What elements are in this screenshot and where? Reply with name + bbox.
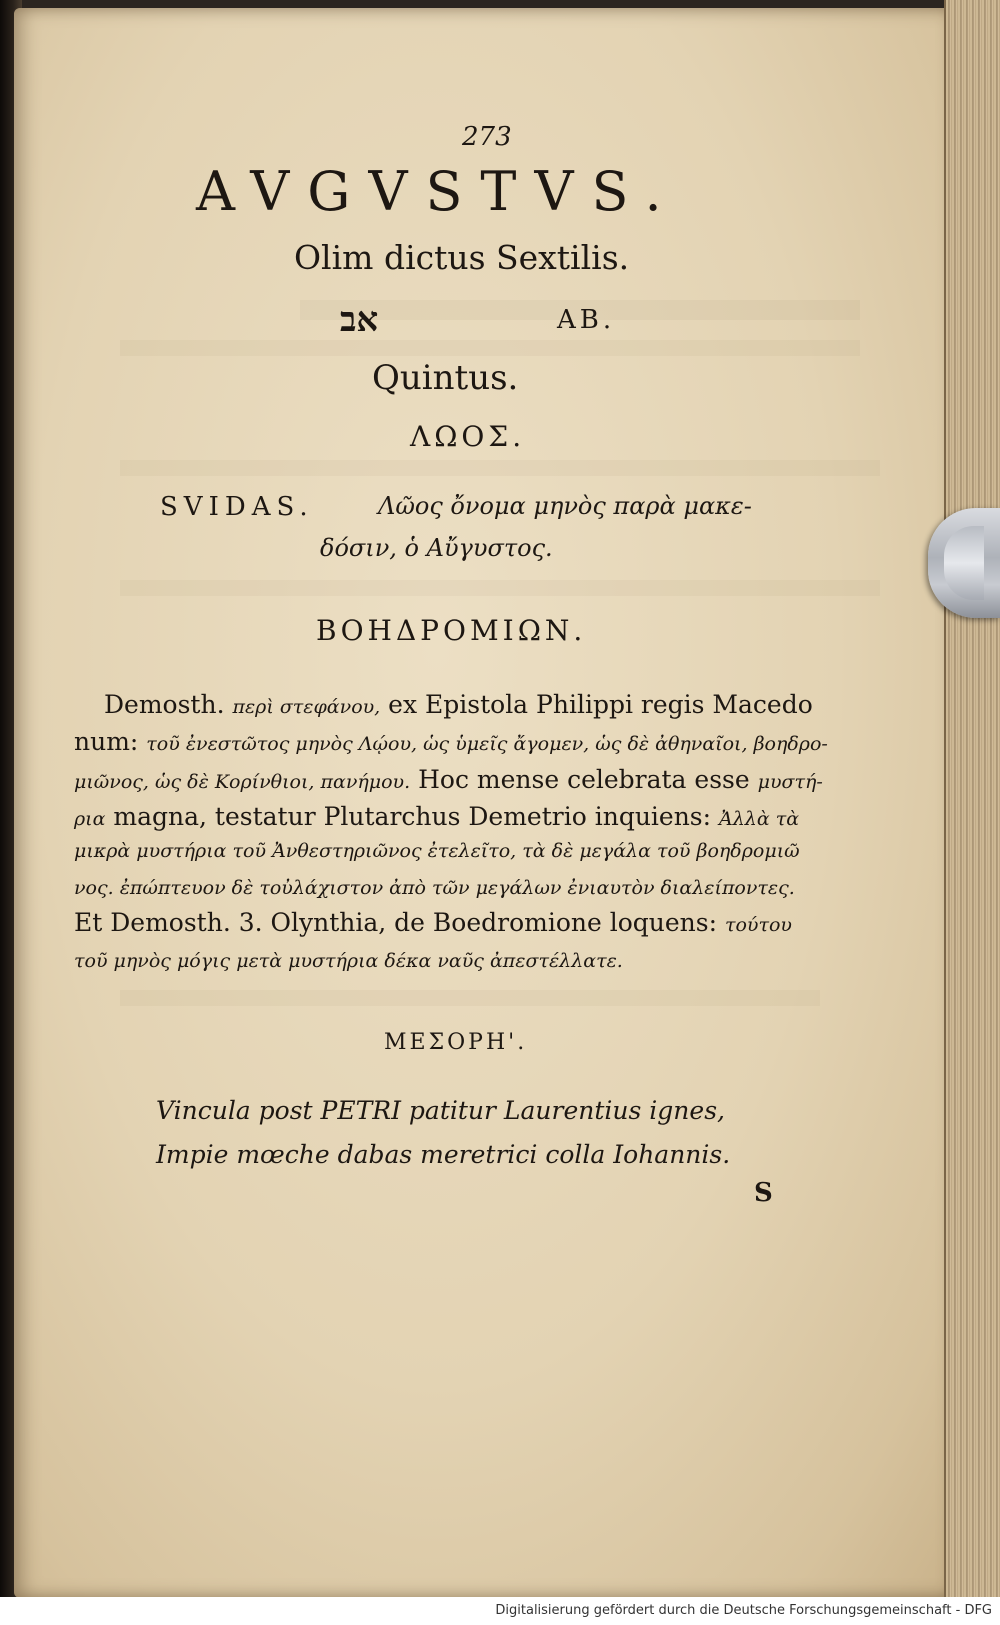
p3-greek: μιῶνος, ὡς δὲ Κορίνθιοι, πανήμου.	[74, 771, 411, 793]
suidas-quote-line-1: Λῶος ὄνομα μηνὸς παρὰ μακε-	[378, 492, 752, 520]
verse-line-1: Vincula post PETRI patitur Laurentius ignes,	[156, 1096, 725, 1125]
hebrew-transliteration: AB.	[557, 305, 616, 335]
p2-latin: num:	[74, 727, 139, 756]
page-title: AVGVSTVS.	[196, 160, 680, 223]
p3-greek-end: μυστή-	[757, 771, 823, 793]
paragraph-line-6: νος. ἐπώπτευον δὲ τοὐλάχιστον ἀπὸ τῶν μεγάλων ἐνιαυτὸν διαλείποντες.	[74, 877, 795, 899]
p4-greek-end: Ἀλλὰ τὰ	[719, 808, 800, 830]
greek-month-name: ΛΩΟΣ.	[410, 420, 526, 453]
signature-mark: S	[754, 1178, 773, 1208]
p7-latin: Et Demosth. 3. Olynthia, de Boedromione loquens:	[74, 908, 718, 937]
p4-greek: ρια	[74, 808, 106, 830]
mesori-heading: ΜΕΣΟΡΗ'.	[384, 1030, 528, 1055]
p1-latin: ex Epistola Philippi regis Macedo	[388, 690, 813, 719]
boedromion-heading: ΒΟΗΔΡΟΜΙΩΝ.	[316, 614, 587, 647]
paragraph-line-2	[74, 727, 828, 756]
page-edges	[944, 0, 1000, 1600]
bleed-through-2	[120, 340, 860, 356]
suidas-label: SVIDAS.	[160, 492, 314, 522]
paragraph-line-7	[74, 908, 792, 937]
paragraph-line-8: τοῦ μηνὸς μόγις μετὰ μυστήρια δέκα ναῦς ἀπεστέλλατε.	[74, 950, 623, 972]
suidas-quote-line-2: δόσιν, ὁ Αὔγυστος.	[320, 534, 553, 562]
p1-demosth: Demosth.	[104, 690, 225, 719]
hebrew-month: אב	[340, 300, 379, 340]
folio-number: 273	[462, 122, 512, 152]
p3-latin: Hoc mense celebrata esse	[418, 765, 750, 794]
p1-greek: περὶ στεφάνου,	[232, 696, 381, 718]
p2-greek: τοῦ ἐνεστῶτος μηνὸς Λῴου, ὡς ὑμεῖς ἄγομεν, ὡς δὲ ἀθηναῖοι, βοηδρο-	[146, 733, 828, 755]
clasp-inner	[944, 526, 984, 600]
footer-credit: Digitalisierung gefördert durch die Deutsche Forschungsgemeinschaft - DFG	[495, 1603, 992, 1618]
paragraph-line-5: μικρὰ μυστήρια τοῦ Ἀνθεστηριῶνος ἐτελεῖτο, τὰ δὲ μεγάλα τοῦ βοηδρομιῶ	[74, 840, 800, 862]
verse-line-2: Impie mœche dabas meretrici colla Iohannis.	[156, 1140, 731, 1169]
p4-latin: magna, testatur Plutarchus Demetrio inquiens:	[113, 802, 712, 831]
bleed-through-4	[120, 580, 880, 596]
bleed-through-5	[120, 990, 820, 1006]
p7-greek: τούτου	[724, 914, 792, 936]
paragraph-line-4	[74, 802, 799, 831]
digitization-footer	[0, 1597, 1000, 1625]
metal-clasp	[928, 508, 1000, 618]
bleed-through-3	[120, 460, 880, 476]
month-ordinal: Quintus.	[372, 358, 519, 398]
paragraph-line-3	[74, 765, 823, 794]
paragraph-line-1	[104, 690, 813, 719]
page-subtitle: Olim dictus Sextilis.	[294, 238, 630, 277]
